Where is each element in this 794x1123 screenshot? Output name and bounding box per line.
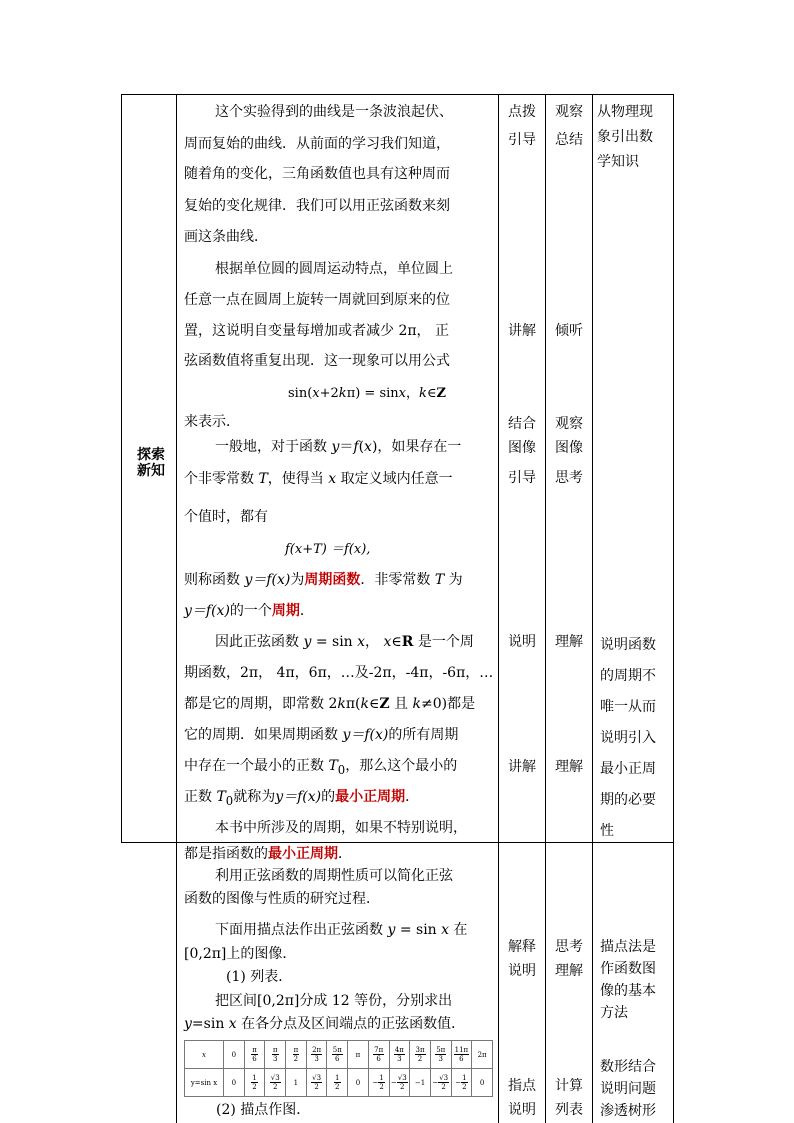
- paragraph-line: 它的周期．如果周期函数 y＝f(x)的所有周期: [184, 727, 459, 743]
- section-label-line: 探索: [137, 447, 165, 463]
- sine-value-table: [184, 1040, 493, 1097]
- table-cell: $\frac{√3}{2}$: [265, 1069, 286, 1097]
- intent-text: 方法: [600, 1005, 628, 1021]
- table-cell: 0: [224, 1069, 245, 1097]
- student-activity: [547, 1074, 591, 1122]
- student-activity: [547, 935, 591, 983]
- paragraph-line: 置，这说明自变量每增加或者减少 2π， 正: [184, 323, 450, 339]
- paragraph-line: (1) 列表．: [226, 969, 293, 985]
- paragraph-line: 利用正弦函数的周期性质可以简化正弦: [215, 868, 453, 884]
- table-cell: $\frac{5\pi}{6}$: [327, 1041, 348, 1069]
- activity-text: 图像: [508, 440, 536, 456]
- student-activity: 理解: [555, 759, 583, 775]
- paragraph-line: 根据单位圆的圆周运动特点，单位圆上: [215, 261, 453, 277]
- activity-text: 说明: [508, 1102, 536, 1118]
- intent-text: 说明问题: [600, 1081, 656, 1097]
- paragraph-line: 个非零常数 T，使得当 x 取定义域内任意一: [184, 471, 453, 487]
- design-intent: [600, 1056, 672, 1122]
- intent-text: 数形结合: [600, 1059, 656, 1075]
- paragraph-line: 本书中所涉及的周期，如果不特别说明，: [215, 820, 467, 836]
- table-cell: 0: [348, 1069, 369, 1097]
- intent-text: 唯一从而: [600, 699, 656, 715]
- intent-text: 的周期不: [600, 668, 656, 684]
- section-label-line: 新知: [137, 463, 165, 479]
- intent-text: 性: [600, 823, 614, 839]
- teacher-activity: 说明: [508, 634, 536, 650]
- table-cell: $\frac{2\pi}{3}$: [306, 1041, 327, 1069]
- paragraph-line: 都是它的周期，即常数 2kπ(k∈Z 且 k≠0)都是: [184, 696, 476, 712]
- activity-text: 引导: [508, 470, 536, 486]
- activity-text: 指点: [508, 1078, 536, 1094]
- intent-text: 描点法是: [600, 939, 656, 955]
- table-column-divider: [592, 94, 593, 1123]
- table-cell: $\frac{5\pi}{3}$: [430, 1041, 451, 1069]
- table-right-border: [673, 94, 674, 1123]
- table-cell: $\frac{\pi}{6}$: [244, 1041, 265, 1069]
- teacher-activity: [500, 1074, 544, 1122]
- table-cell: $\frac{√3}{2}$: [306, 1069, 327, 1097]
- table-cell: − $\frac{√3}{2}$: [389, 1069, 410, 1097]
- intent-text: 期的必要: [600, 792, 656, 808]
- table-cell: 2π: [472, 1041, 493, 1069]
- paragraph-line: 个值时，都有: [184, 509, 268, 525]
- paragraph-line: 这个实验得到的曲线是一条波浪起伏、: [215, 104, 453, 120]
- table-cell: − $\frac{√3}{2}$: [430, 1069, 451, 1097]
- activity-text: 思考: [555, 470, 583, 486]
- table-cell: − $\frac{1}{2}$: [451, 1069, 472, 1097]
- paragraph-line: 画这条曲线．: [184, 229, 268, 245]
- student-activity: 理解: [555, 634, 583, 650]
- table-column-divider: [498, 94, 499, 1123]
- activity-text: 计算: [555, 1078, 583, 1094]
- intent-text: 渗透树形: [600, 1103, 656, 1119]
- paragraph-line: 函数的图像与性质的研究过程．: [184, 891, 380, 907]
- teacher-activity: 讲解: [508, 323, 536, 339]
- teacher-activity: [500, 412, 544, 490]
- intent-text: 说明引入: [600, 730, 656, 746]
- activity-text: 图像: [555, 440, 583, 456]
- paragraph-line: 复始的变化规律．我们可以用正弦函数来刻: [184, 198, 450, 214]
- table-cell: $\frac{\pi}{2}$: [286, 1041, 307, 1069]
- intent-text: 像的基本: [600, 983, 656, 999]
- teacher-activity: 讲解: [508, 759, 536, 775]
- paragraph-line: y=sin x 在各分点及区间端点的正弦函数值．: [184, 1016, 466, 1032]
- student-activity: [547, 412, 591, 490]
- table-cell: $\frac{3\pi}{2}$: [410, 1041, 431, 1069]
- activity-text: 理解: [555, 963, 583, 979]
- table-cell: $\frac{1}{2}$: [327, 1069, 348, 1097]
- table-cell: −1: [410, 1069, 431, 1097]
- paragraph-line: 都是指函数的最小正周期．: [184, 846, 352, 862]
- table-row: [185, 1069, 493, 1097]
- table-cell: $\frac{11\pi}{6}$: [451, 1041, 472, 1069]
- table-cell: $\frac{1}{2}$: [244, 1069, 265, 1097]
- design-intent: [600, 630, 672, 847]
- paragraph-line: 把区间[0,2π]分成 12 等份，分别求出: [215, 993, 453, 1009]
- activity-text: 解释: [508, 939, 536, 955]
- table-cell: − $\frac{1}{2}$: [368, 1069, 389, 1097]
- teacher-activity: [500, 935, 544, 983]
- table-cell: 0: [224, 1041, 245, 1069]
- activity-text: 点拨: [508, 104, 536, 120]
- table-column-divider: [176, 94, 177, 1123]
- table-cell: π: [348, 1041, 369, 1069]
- design-intent: [597, 100, 671, 175]
- table-cell: $\frac{4\pi}{3}$: [389, 1041, 410, 1069]
- formula-periodicity: sin(x+2kπ) = sinx，k∈Z: [288, 386, 447, 401]
- intent-text: 象引出数: [597, 129, 653, 145]
- section-label: [130, 447, 172, 479]
- intent-text: 说明函数: [600, 637, 656, 653]
- activity-text: 观察: [555, 104, 583, 120]
- activity-text: 总结: [555, 132, 583, 148]
- activity-text: 思考: [555, 939, 583, 955]
- paragraph-line: 弦函数值将重复出现．这一现象可以用公式: [184, 353, 450, 369]
- activity-text: 结合: [508, 416, 536, 432]
- table-cell: 0: [472, 1069, 493, 1097]
- table-left-border: [121, 94, 122, 842]
- paragraph-line: 一般地，对于函数 y＝f(x)，如果存在一: [215, 439, 462, 455]
- table-row: [185, 1041, 493, 1069]
- table-cell: $\frac{7\pi}{6}$: [368, 1041, 389, 1069]
- paragraph-line: 则称函数 y＝f(x)为周期函数．非零常数 T 为: [184, 572, 463, 588]
- activity-text: 列表: [555, 1102, 583, 1118]
- paragraph-line: 下面用描点法作出正弦函数 y = sin x 在: [215, 922, 468, 938]
- paragraph-line: 随着角的变化，三角函数值也具有这种周而: [184, 166, 450, 182]
- activity-text: 说明: [508, 963, 536, 979]
- paragraph-line: 因此正弦函数 y = sin x， x∈R 是一个周: [215, 634, 474, 650]
- student-activity: [547, 100, 591, 152]
- paragraph-line: 来表示．: [184, 414, 240, 430]
- table-cell: $\frac{\pi}{3}$: [265, 1041, 286, 1069]
- table-cell: y=sin x: [185, 1069, 224, 1097]
- paragraph-line: y＝f(x)的一个周期．: [184, 603, 314, 619]
- paragraph-line: 正数 $T_0$就称为y＝f(x)的最小正周期．: [184, 789, 420, 808]
- intent-text: 作函数图: [600, 961, 656, 977]
- student-activity: 倾听: [555, 323, 583, 339]
- activity-text: 观察: [555, 416, 583, 432]
- paragraph-line: (2) 描点作图．: [216, 1102, 311, 1118]
- table-cell: x: [185, 1041, 224, 1069]
- paragraph-line: 周而复始的曲线．从前面的学习我们知道，: [184, 136, 450, 152]
- table-cell: 1: [286, 1069, 307, 1097]
- paragraph-line: 任意一点在圆周上旋转一周就回到原来的位: [184, 292, 450, 308]
- table-column-divider: [545, 94, 546, 1123]
- intent-text: 学知识: [597, 154, 639, 170]
- design-intent: [600, 936, 672, 1024]
- formula-period-definition: f(x+T) ＝f(x),: [285, 542, 371, 557]
- teacher-activity: [500, 100, 544, 152]
- paragraph-line: [0,2π]上的图像．: [184, 946, 297, 962]
- intent-text: 最小正周: [600, 761, 656, 777]
- paragraph-line: 期函数，2π， 4π，6π，…及-2π，-4π，-6π，…: [184, 665, 494, 681]
- paragraph-line: 中存在一个最小的正数 $T_0$，那么这个最小的: [184, 758, 458, 777]
- intent-text: 从物理现: [597, 104, 653, 120]
- activity-text: 引导: [508, 132, 536, 148]
